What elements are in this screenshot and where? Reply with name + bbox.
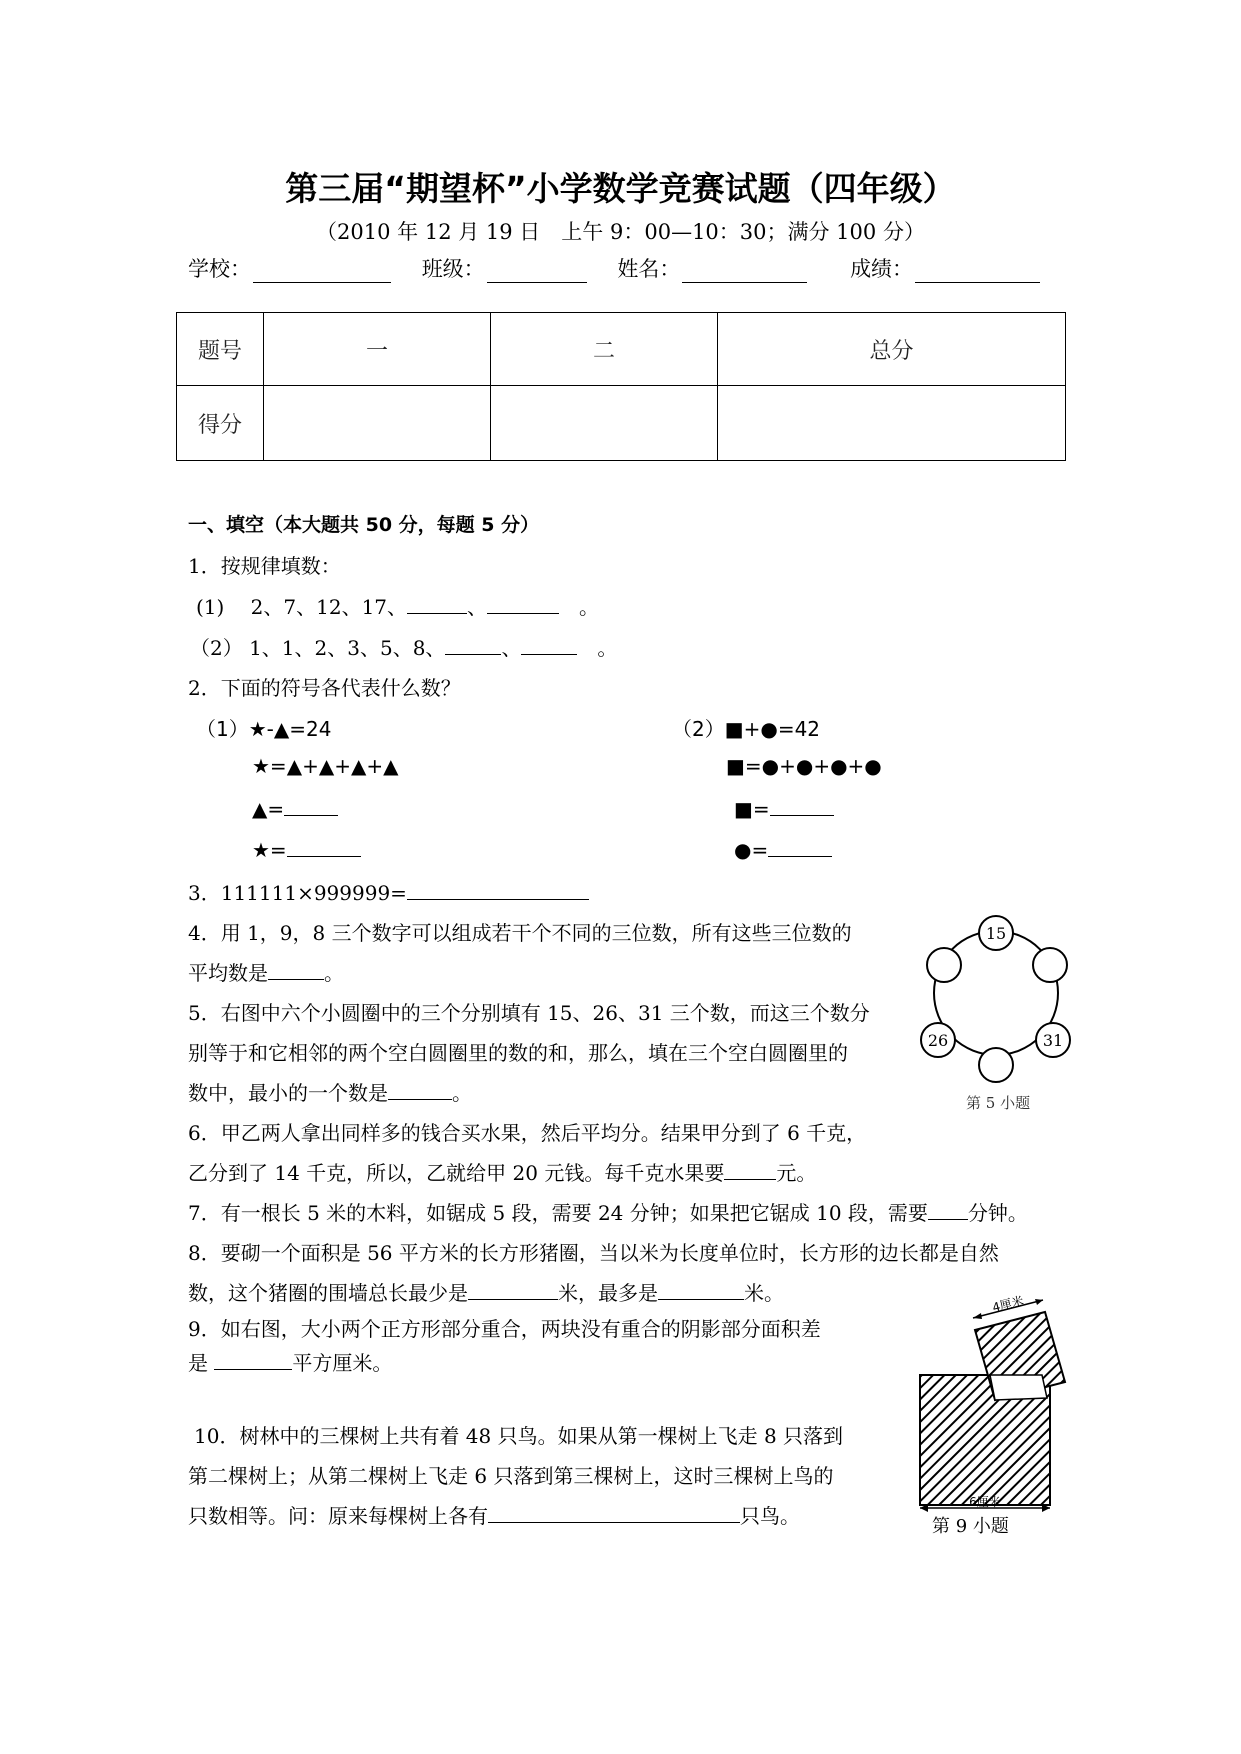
score-table [176,312,1066,461]
answer-blank[interactable] [445,634,501,655]
answer-blank[interactable] [521,634,577,655]
table-cell: 题号 [177,313,264,386]
question-2: 2．下面的符号各代表什么数？ [188,676,461,700]
small-circle [927,948,961,982]
answer-blank[interactable] [268,959,324,980]
small-circle [979,1048,1013,1082]
circle-label: 15 [985,924,1007,943]
arrow-icon [973,1313,982,1319]
question-5-line1: 5．右图中六个小圆圈中的三个分别填有 15、26、31 三个数，而这三个数分 [188,1001,870,1025]
question-2-1-line1: （1）★-▲=24 [196,717,332,741]
question-2-2-line1: （2）■+●=42 [672,717,821,741]
circle-label: 26 [927,1031,949,1050]
school-field[interactable] [253,260,391,283]
class-label: 班级： [421,257,485,281]
overlap-region [990,1375,1047,1400]
answer-blank[interactable] [658,1279,744,1300]
question-10-line2: 第二棵树上；从第二棵树上飞走 6 只落到第三棵树上，这时三棵树上鸟的 [188,1464,834,1488]
question-6-line2: 乙分到了 14 千克，所以，乙就给甲 20 元钱。每千克水果要 元。 [188,1161,817,1185]
score-cell-total[interactable] [718,386,1066,461]
dimension-label: 4厘米 [990,1293,1026,1315]
answer-blank[interactable] [487,593,559,614]
question-9-line2: 是 平方厘米。 [188,1351,393,1375]
small-circle [1033,948,1067,982]
question-8-line2: 数，这个猪圈的围墙总长最少是 米，最多是 米。 [188,1281,784,1305]
question-1-2: （2） 1、1、2、3、5、8、 、 。 [190,636,618,660]
question-2-2-line2: ■=●+●+●+● [726,754,882,778]
dimension-label: 6厘米 [969,1495,1001,1509]
question-10-line3: 只数相等。问：原来每棵树上各有 只鸟。 [188,1504,800,1528]
score-cell-1[interactable] [264,386,491,461]
answer-blank[interactable] [770,795,834,816]
school-label: 学校： [188,257,251,281]
question-2-1-line2: ★=▲+▲+▲+▲ [252,754,399,778]
student-info-row [188,253,1064,283]
question-4-line2: 平均数是 。 [188,961,344,985]
arrow-icon [1035,1299,1043,1305]
answer-blank[interactable] [468,1279,558,1300]
answer-blank[interactable] [488,1502,740,1523]
score-label: 成绩： [850,257,914,281]
squares-figure [915,1290,1115,1530]
question-1-1: (1) 2、7、12、17、 、 。 [196,595,600,619]
name-field[interactable] [682,260,807,283]
question-4-line1: 4．用 1，9，8 三个数字可以组成若干个不同的三位数，所有这些三位数的 [188,921,852,945]
question-6-line1: 6．甲乙两人拿出同样多的钱合买水果，然后平均分。结果甲分到了 6 千克， [188,1121,867,1145]
class-field[interactable] [487,260,587,283]
answer-blank[interactable] [724,1159,776,1180]
score-field[interactable] [915,260,1040,283]
answer-blank[interactable] [388,1079,452,1100]
question-5-line3: 数中，最小的一个数是 。 [188,1081,472,1105]
table-cell: 二 [491,313,718,386]
answer-blank[interactable] [407,879,589,900]
answer-blank[interactable] [284,795,338,816]
page-title: 第三届“期望杯”小学数学竞赛试题（四年级） [285,169,956,208]
question-2-2-line4: ●= [734,836,832,862]
question-1: 1．按规律填数： [188,554,341,578]
table-row [177,386,1066,461]
question-2-1-line3: ▲= [252,795,338,821]
answer-blank[interactable] [407,593,467,614]
section-heading: 一、填空（本大题共 50 分，每题 5 分） [188,514,540,536]
question-9-line1: 9．如右图，大小两个正方形部分重合，两块没有重合的阴影部分面积差 [188,1317,821,1341]
question-3: 3．111111×999999= [188,877,589,906]
table-cell: 得分 [177,386,264,461]
question-2-1-line4: ★= [252,836,361,862]
figure-9-caption: 第 9 小题 [932,1516,1009,1537]
score-cell-2[interactable] [491,386,718,461]
question-7: 7．有一根长 5 米的木料，如锯成 5 段，需要 24 分钟；如果把它锯成 10 段，需要 分钟。 [188,1201,1028,1225]
answer-blank[interactable] [768,836,832,857]
question-5-line2: 别等于和它相邻的两个空白圆圈里的数的和，那么，填在三个空白圆圈里的 [188,1041,848,1065]
table-cell: 一 [264,313,491,386]
answer-blank[interactable] [928,1199,968,1220]
circle-figure [918,915,1078,1095]
answer-blank[interactable] [214,1349,292,1370]
question-8-line1: 8．要砌一个面积是 56 平方米的长方形猪圈，当以米为长度单位时，长方形的边长都是自然 [188,1241,999,1265]
table-cell: 总分 [718,313,1066,386]
question-10-line1: 10．树林中的三棵树上共有着 48 只鸟。如果从第一棵树上飞走 8 只落到 [194,1424,844,1448]
exam-time-info: （2010 年 12 月 19 日 上午 9：00—10：30；满分 100 分） [316,220,925,244]
question-2-2-line3: ■= [734,795,834,821]
table-row [177,313,1066,386]
circle-label: 31 [1042,1031,1064,1050]
answer-blank[interactable] [287,836,361,857]
figure-5-caption: 第 5 小题 [966,1094,1031,1112]
name-label: 姓名： [617,257,681,281]
